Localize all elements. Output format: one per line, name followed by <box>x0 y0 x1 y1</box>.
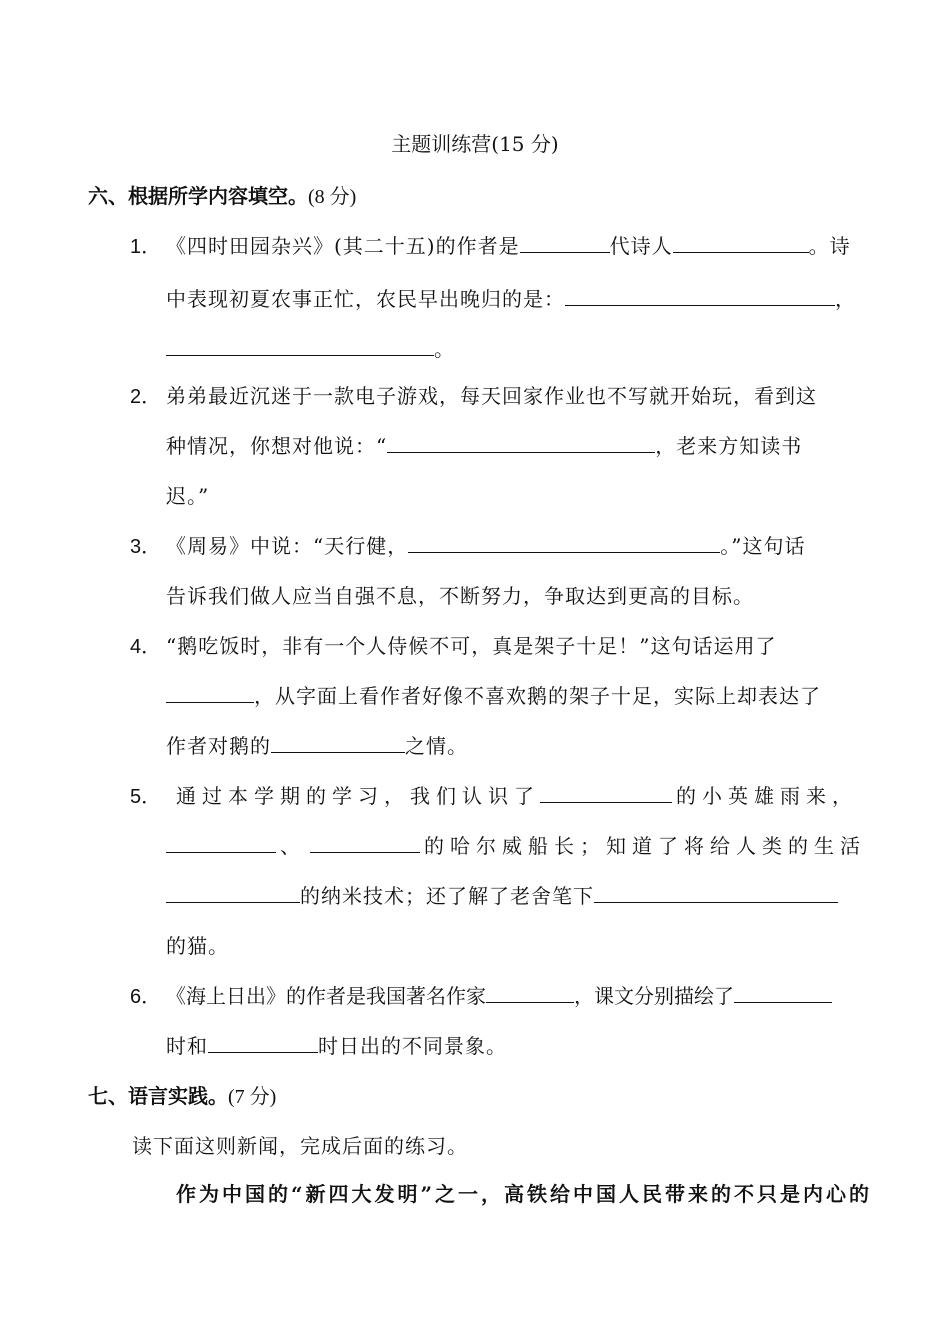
q4-blank-emotion[interactable] <box>271 732 405 753</box>
q6-blank-weather-2[interactable] <box>208 1032 318 1053</box>
section-6-label: 六、根据所学内容填空。 <box>88 184 308 208</box>
question-5-number: 5． <box>130 786 162 808</box>
q6-text-l2a: 时和 <box>166 1034 208 1058</box>
question-5-line-4: 的猫。 <box>166 934 229 958</box>
q5-blank-captain-trait-2[interactable] <box>310 832 420 853</box>
q1-blank-poet[interactable] <box>673 232 809 253</box>
question-2-number: 2． <box>130 386 162 408</box>
section-7-label: 七、语言实践。 <box>88 1084 228 1108</box>
question-5-line-3 <box>166 880 838 909</box>
q2-text-l2a: 种情况，你想对他说：“ <box>166 434 388 458</box>
question-6-number: 6． <box>130 986 162 1008</box>
q6-blank-weather-1[interactable] <box>734 982 832 1003</box>
question-2-line-2 <box>166 430 802 459</box>
q1-blank-dynasty[interactable] <box>520 232 610 253</box>
question-3-line-2: 告诉我们做人应当自强不息，不断努力，争取达到更高的目标。 <box>166 584 754 608</box>
question-2-line-3: 迟。” <box>166 484 210 508</box>
section-7-instruction: 读下面这则新闻，完成后面的练习。 <box>132 1134 468 1158</box>
question-2-line-1: 弟弟最近沉迷于一款电子游戏，每天回家作业也不写就开始玩，看到这 <box>166 384 817 408</box>
question-1-line-1 <box>166 230 851 259</box>
q6-blank-author[interactable] <box>486 982 574 1003</box>
question-1-line-2 <box>166 283 856 312</box>
q5-text-l2a: 、 <box>280 834 306 858</box>
question-4-line-1: “鹅吃饭时，非有一个人侍候不可，真是架子十足！”这句话运用了 <box>166 634 777 658</box>
q5-text-l1b: 的小英雄雨来， <box>676 784 858 808</box>
q6-text-l1a: 《海上日出》的作者是我国著名作家 <box>166 984 486 1008</box>
question-4-number: 4． <box>130 636 162 658</box>
question-6-line-2 <box>166 1030 507 1059</box>
q1-text-l2end: ， <box>835 287 856 311</box>
q4-text-l2: ，从字面上看作者好像不喜欢鹅的架子十足，实际上却表达了 <box>254 684 821 708</box>
q1-text-l3end: 。 <box>434 337 455 361</box>
question-5-line-2 <box>166 830 866 859</box>
q5-blank-captain-trait-1[interactable] <box>166 832 276 853</box>
q3-text-l1b: 。”这句话 <box>720 534 806 558</box>
q3-blank-quote[interactable] <box>408 532 720 553</box>
q1-blank-verse-2[interactable] <box>166 335 434 356</box>
q1-text-a: 《四时田园杂兴》(其二十五)的作者是 <box>166 234 520 258</box>
q5-text-l2b: 的哈尔威船长；知道了将给人类的生活 <box>424 834 866 858</box>
q1-text-c: 。诗 <box>808 234 851 258</box>
q4-blank-technique[interactable] <box>166 682 254 703</box>
q4-text-l3a: 作者对鹅的 <box>166 734 271 758</box>
section-7-heading <box>88 1080 276 1109</box>
question-3-line-1 <box>166 530 805 559</box>
question-1-number: 1． <box>130 236 162 258</box>
q5-blank-nanotech[interactable] <box>166 882 300 903</box>
section-6-points: (8 分) <box>308 186 357 208</box>
q5-blank-cat[interactable] <box>594 882 838 903</box>
q2-blank-proverb[interactable] <box>387 432 655 453</box>
q5-text-l1a: 通过本学期的学习，我们认识了 <box>176 784 540 808</box>
question-6-line-1 <box>166 980 832 1009</box>
q5-text-l3a: 的纳米技术；还了解了老舍笔下 <box>300 884 594 908</box>
q4-text-l3b: 之情。 <box>405 734 468 758</box>
page-title: 主题训练营(15 分) <box>391 132 559 156</box>
q6-text-l1b: ，课文分别描绘了 <box>574 984 734 1008</box>
question-5-line-1 <box>176 780 858 809</box>
question-1-line-3 <box>166 333 455 362</box>
q6-text-l2b: 时日出的不同景象。 <box>318 1034 507 1058</box>
q2-text-l2b: ，老来方知读书 <box>655 434 803 458</box>
section-7-points: (7 分) <box>228 1086 277 1108</box>
q3-text-l1a: 《周易》中说：“天行健， <box>166 534 409 558</box>
question-3-number: 3． <box>130 536 162 558</box>
question-4-line-3 <box>166 730 468 759</box>
q1-text-b: 代诗人 <box>609 234 673 258</box>
q1-blank-verse-1[interactable] <box>565 285 835 306</box>
question-4-line-2 <box>166 680 821 709</box>
section-6-heading <box>88 180 356 209</box>
news-passage: 作为中国的“新四大发明”之一，高铁给中国人民带来的不只是内心的 <box>176 1182 873 1206</box>
q5-blank-hero-trait[interactable] <box>540 782 672 803</box>
q1-text-l2: 中表现初夏农事正忙，农民早出晚归的是： <box>166 287 565 311</box>
